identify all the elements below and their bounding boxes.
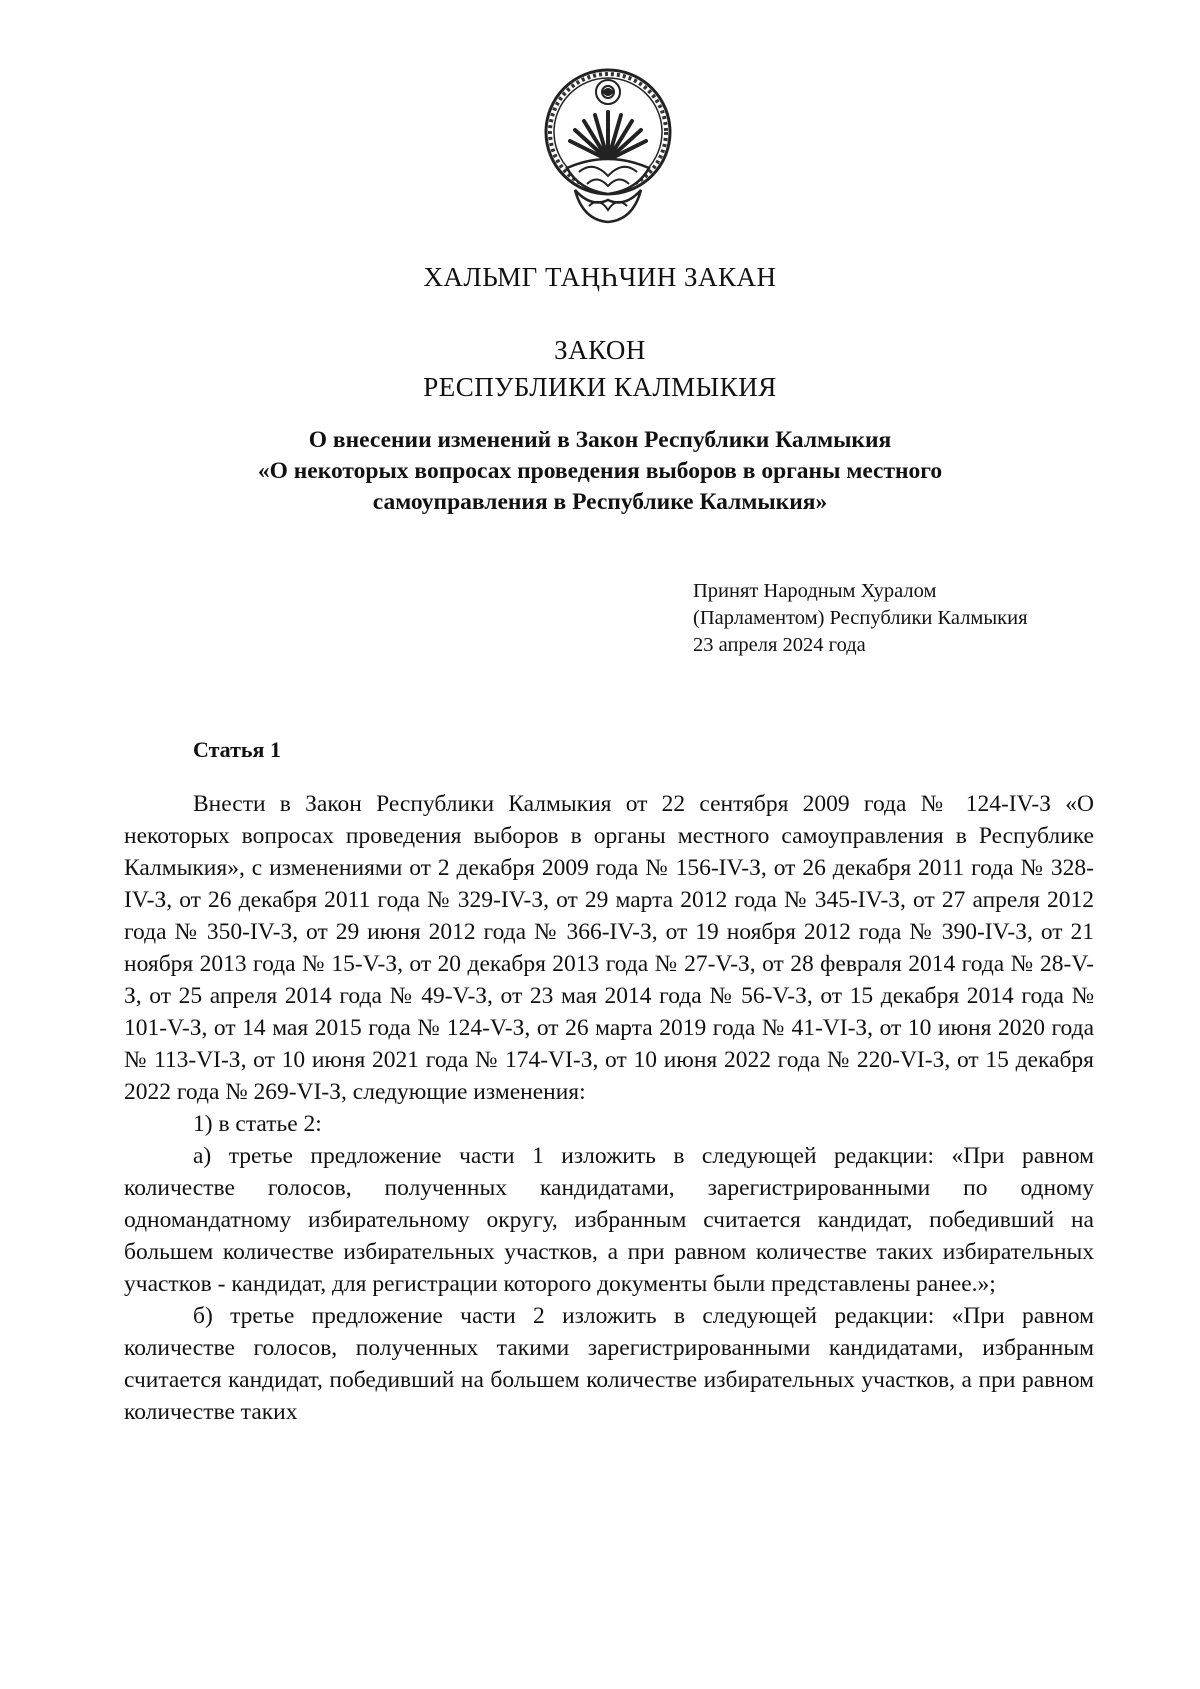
adoption-line2: (Парламентом) Республики Калмыкия [693, 607, 1028, 629]
law-subject-line3: самоуправления в Республике Калмыкия» [372, 489, 828, 515]
adoption-line1: Принят Народным Хуралом [693, 580, 937, 602]
article-item-1a: а) третье предложение части 1 изложить в следующей редакции: «При равном количестве голосов, полученных кандидатами, зарегистрированными по одному одномандатному избирательному округу, избранным считается кандидат, победивший на большем количестве избирательных участков, а при равном количестве таких избирательных участков - кандидат, для регистрации которого документы были представлены ранее.»; [124, 1143, 1094, 1297]
law-subject-line2: «О некоторых вопросах проведения выборов в органы местного [257, 458, 943, 484]
law-subject-line1: О внесении изменений в Закон Республики Калмыкия [308, 427, 892, 453]
article-body [124, 788, 1094, 1428]
law-title-line1: ЗАКОН [554, 335, 646, 365]
kalmyk-law-title: ХАЛЬМГ ТАҢҺЧИН ЗАКАН [423, 262, 777, 292]
article-intro-paragraph: Внести в Закон Республики Калмыкия от 22 сентября 2009 года № 124-IV-З «О некоторых вопросах проведения выборов в органы местного самоуправления в Республике Калмыкия», с изменениями от 2 декабря 2009 года № 156-IV-З, от 26 декабря 2011 года № 328-IV-З, от 26 декабря 2011 года № 329-IV-З, от 29 марта 2012 года № 345-IV-З, от 27 апреля 2012 года № 350-IV-З, от 29 июня 2012 года № 366-IV-З, от 19 ноября 2012 года № 390-IV-З, от 21 ноября 2013 года № 15-V-З, от 20 декабря 2013 года № 27-V-З, от 28 февраля 2014 года № 28-V-З, от 25 апреля 2014 года № 49-V-З, от 23 мая 2014 года № 56-V-З, от 15 декабря 2014 года № 101-V-З, от 14 мая 2015 года № 124-V-З, от 26 марта 2019 года № 41-VI-З, от 10 июня 2020 года № 113-VI-З, от 10 июня 2021 года № 174-VI-З, от 10 июня 2022 года № 220-VI-З, от 15 декабря 2022 года № 269-VI-З, следующие изменения: [124, 791, 1094, 1105]
law-title-line2: РЕСПУБЛИКИ КАЛМЫКИЯ [423, 372, 777, 402]
adoption-block [693, 578, 1028, 659]
article-item-1: 1) в статье 2: [193, 1111, 322, 1137]
law-subject [0, 425, 1200, 518]
adoption-date: 23 апреля 2024 года [693, 634, 866, 656]
law-title [0, 332, 1200, 406]
article-heading: Статья 1 [193, 737, 281, 762]
coat-of-arms-emblem [537, 60, 679, 230]
article-item-1b: б) третье предложение части 2 изложить в следующей редакции: «При равном количестве голосов, полученных такими зарегистрированными кандидатами, избранным считается кандидат, победивший на большем количестве избирательных участков, а при равном количестве таких [124, 1303, 1094, 1425]
